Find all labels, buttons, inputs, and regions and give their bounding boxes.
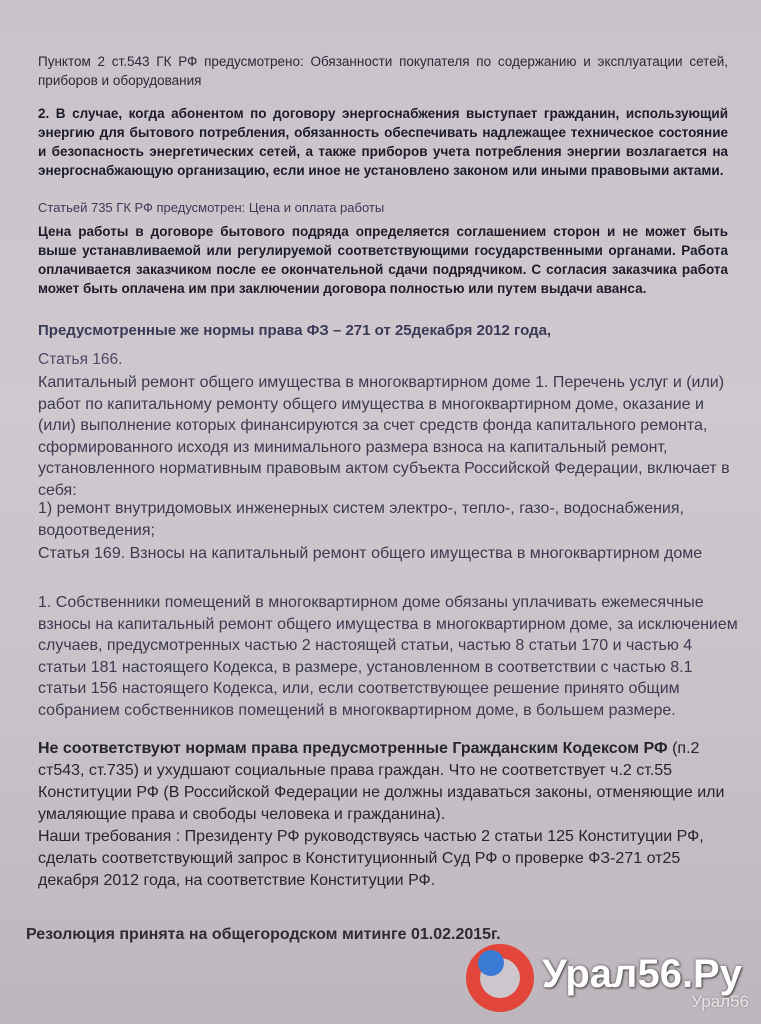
logo-ring-icon [466,944,534,1012]
demands-text: Наши требования : Президенту РФ руководствуясь частью 2 статьи 125 Конституции РФ, сделать соответствующий запрос в Конституционный Суд РФ о проверке ФЗ-271 от25 декабря 2012 года, на соответствие Конституции РФ. [38,828,704,889]
heading-fz-271: Предусмотренные же нормы права ФЗ – 271 от 25декабря 2012 года, [38,322,552,339]
article-166-item-1: 1) ремонт внутридомовых инженерных систем электро-, тепло-, газо-, водоснабжения, водоотведения; [38,500,684,539]
logo-text: Урал56.Ру [542,952,742,996]
conclusion-bold-lead: Не соответствуют нормам права предусмотренные Гражданским Кодексом РФ [38,740,668,757]
conclusion-text: (п.2 ст543, ст.735) и ухудшают социальные права граждан. Что не соответствует ч.2 ст.55 Конституции РФ (В Российской Федерации не должны издаваться законы, отменяющие или умаляющие права и свободы человека и гражданина). [38,740,725,823]
article-169-title: Статья 169. Взносы на капитальный ремонт общего имущества в многоквартирном доме [38,545,703,562]
conclusion-paragraph [38,738,743,892]
paragraph-gk-735-text: Цена работы в договоре бытового подряда определяется соглашением сторон и не может быть выше устанавливаемой или регулируемой соответствующими государственными органами. Работа оплачивается заказчиком после ее окончательной сдачи подрядчиком. С согласия заказчика работа может быть оплачена им при заключении договора полностью или путем выдачи аванса. [38,224,728,296]
watermark: Урал56 [691,992,749,1011]
article-166-title: Статья 166. [38,351,123,368]
resolution-line: Резолюция принята на общегородском митинге 01.02.2015г. [26,926,501,943]
paragraph-gk-543-text: 2. В случае, когда абонентом по договору энергоснабжения выступает гражданин, использующий энергию для бытового потребления, обязанность обеспечивать надлежащее техническое состояние и безопасность энергетических сетей, а также приборов учета потребления энергии возлагается на энергоснабжающую организацию, если иное не установлено законом или иными правовыми актами. [38,106,728,178]
article-169-text: 1. Собственники помещений в многоквартирном доме обязаны уплачивать ежемесячные взносы на капитальный ремонт общего имущества в многоквартирном доме, за исключением случаев, предусмотренных частью 2 настоящей статьи, частью 8 статьи 170 и частью 4 статьи 181 настоящего Кодекса, в размере, установленном в соответствии с частью 8.1 статьи 156 настоящего Кодекса, или, если соответствующее решение принято общим собранием собственников помещений в многоквартирном доме, в большем размере. [38,594,738,719]
article-166-item-and-169-title [38,498,728,565]
paragraph-gk-543: Пунктом 2 ст.543 ГК РФ предусмотрено: Обязанности покупателя по содержанию и эксплуатации сетей, приборов и оборудования [38,54,728,88]
paragraph-gk-735: Статьей 735 ГК РФ предусмотрен: Цена и оплата работы [38,200,385,215]
article-166-text: Капитальный ремонт общего имущества в многоквартирном доме 1. Перечень услуг и (или) работ по капитальному ремонту общего имущества в многоквартирном доме, оказание и (или) выполнение которых финансируются за счет средств фонда капитального ремонта, сформированного исходя из минимального размера взноса на капитальный ремонт, установленного нормативным правовым актом субъекта Российской Федерации, включает в себя: [38,374,730,499]
